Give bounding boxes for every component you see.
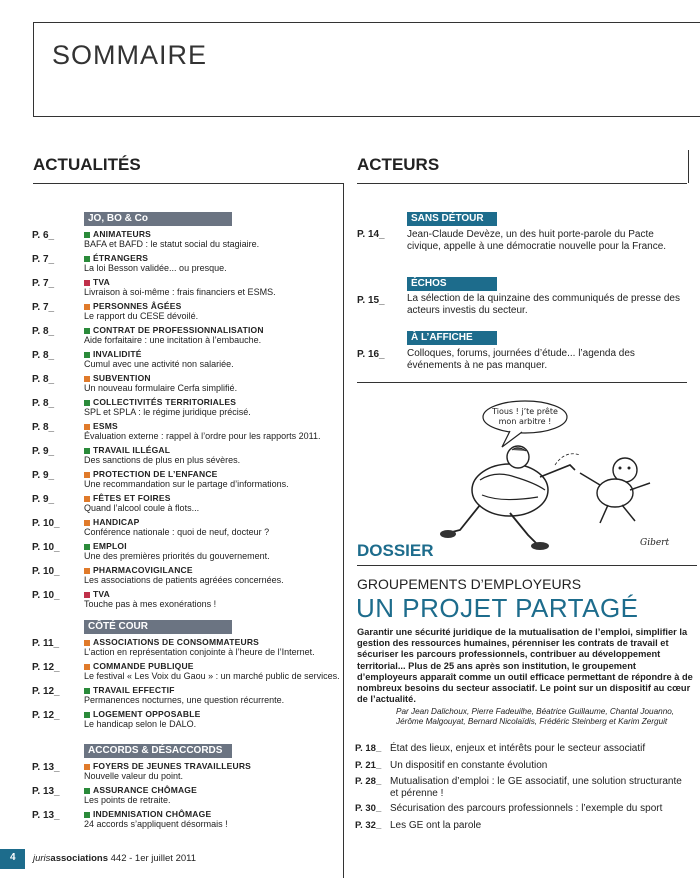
cartoon-illustration xyxy=(440,395,670,555)
item-desc: 24 accords s’appliquent désormais ! xyxy=(84,819,228,829)
actualites-item xyxy=(32,469,342,493)
item-desc: Les points de retraite. xyxy=(84,795,171,805)
category-square-icon xyxy=(84,764,90,770)
item-page: P. 7_ xyxy=(32,254,55,265)
item-desc: SPL et SPLA : le régime juridique précisé. xyxy=(84,407,251,417)
item-page: P. 10_ xyxy=(32,590,60,601)
dossier-item-desc: Mutualisation d’emploi : le GE associatif, une solution structurante et pérenne ! xyxy=(390,776,682,799)
svg-text:Tious ! j’te prête: Tious ! j’te prête xyxy=(492,407,558,416)
item-desc: Le handicap selon le DALO. xyxy=(84,719,197,729)
item-page: P. 8_ xyxy=(32,350,55,361)
category-square-icon xyxy=(84,812,90,818)
item-page: P. 13_ xyxy=(32,786,60,797)
category-square-icon xyxy=(84,688,90,694)
actualites-item xyxy=(32,709,342,733)
category-square-icon xyxy=(84,304,90,310)
acteurs-page-15: P. 15_ xyxy=(357,295,385,306)
category-square-icon xyxy=(84,256,90,262)
item-title: ÉTRANGERS xyxy=(93,253,149,263)
actualites-item xyxy=(32,661,342,685)
category-square-icon xyxy=(84,400,90,406)
item-desc: La loi Besson validée... ou presque. xyxy=(84,263,227,273)
item-title: TVA xyxy=(93,589,110,599)
item-desc: Livraison à soi-même : frais financiers et ESMS. xyxy=(84,287,276,297)
category-square-icon xyxy=(84,352,90,358)
category-square-icon xyxy=(84,376,90,382)
group-tag: JO, BO & Co xyxy=(84,212,232,226)
footer-publication xyxy=(33,853,196,864)
acteurs-desc-15: La sélection de la quinzaine des communiqués de presse des acteurs investis du secteur. xyxy=(407,293,680,316)
actualites-item xyxy=(32,397,342,421)
acteurs-page-14: P. 14_ xyxy=(357,229,385,240)
cartoon-signature: Gibert xyxy=(640,538,670,548)
dossier-item xyxy=(355,820,695,834)
dossier-heading: DOSSIER xyxy=(357,541,434,560)
acteurs-desc-14: Jean-Claude Devèze, un des huit porte-parole du Pacte civique, appelle à une démocratie nouvelle pour la France. xyxy=(407,229,667,252)
item-desc: Une recommandation sur le partage d’informations. xyxy=(84,479,289,489)
category-square-icon xyxy=(84,568,90,574)
category-square-icon xyxy=(84,496,90,502)
dossier-item xyxy=(355,803,695,817)
item-title: ESMS xyxy=(93,421,118,431)
item-title: ASSOCIATIONS DE CONSOMMATEURS xyxy=(93,637,260,647)
item-title: COLLECTIVITÉS TERRITORIALES xyxy=(93,397,237,407)
item-page: P. 11_ xyxy=(32,638,60,649)
dossier-rule xyxy=(357,565,697,566)
actualites-item xyxy=(32,493,342,517)
dossier-item-page: P. 21_ xyxy=(355,760,382,771)
item-title: TVA xyxy=(93,277,110,287)
item-title: TRAVAIL ILLÉGAL xyxy=(93,445,171,455)
actualites-item xyxy=(32,277,342,301)
item-desc: Conférence nationale : quoi de neuf, docteur ? xyxy=(84,527,270,537)
item-title: ANIMATEURS xyxy=(93,229,152,239)
category-square-icon xyxy=(84,232,90,238)
category-square-icon xyxy=(84,448,90,454)
dossier-item-page: P. 18_ xyxy=(355,743,382,754)
dossier-item xyxy=(355,760,695,774)
actualites-item xyxy=(32,445,342,469)
category-square-icon xyxy=(84,472,90,478)
dossier-item xyxy=(355,776,695,802)
actualites-rule xyxy=(33,183,343,184)
item-title: FOYERS DE JEUNES TRAVAILLEURS xyxy=(93,761,252,771)
dossier-item-desc: Sécurisation des parcours professionnels : l’exemple du sport xyxy=(390,803,663,814)
item-page: P. 7_ xyxy=(32,302,55,313)
item-title: CONTRAT DE PROFESSIONNALISATION xyxy=(93,325,264,335)
item-page: P. 8_ xyxy=(32,422,55,433)
tag-sans-detour: SANS DÉTOUR xyxy=(407,212,497,226)
item-desc: BAFA et BAFD : le statut social du stagiaire. xyxy=(84,239,260,249)
actualites-item xyxy=(32,373,342,397)
actualites-item xyxy=(32,229,342,253)
dossier-item-page: P. 28_ xyxy=(355,776,382,787)
category-square-icon xyxy=(84,520,90,526)
actualites-item xyxy=(32,253,342,277)
actualites-item xyxy=(32,809,342,833)
item-title: HANDICAP xyxy=(93,517,140,527)
item-title: INVALIDITÉ xyxy=(93,349,142,359)
actualites-item xyxy=(32,761,342,785)
item-title: PHARMACOVIGILANCE xyxy=(93,565,193,575)
item-desc: Cumul avec une activité non salariée. xyxy=(84,359,234,369)
item-desc: Nouvelle valeur du point. xyxy=(84,771,184,781)
acteurs-heading: ACTEURS xyxy=(357,155,440,174)
item-desc: Le festival « Les Voix du Gaou » : un marché public de services. xyxy=(84,671,340,681)
item-title: TRAVAIL EFFECTIF xyxy=(93,685,175,695)
dossier-title: UN PROJET PARTAGÉ xyxy=(356,593,639,623)
dossier-authors-2: Jérôme Malgouyat, Bernard Nicolaïdis, Frédéric Steinberg et Karim Zerguit xyxy=(396,717,668,726)
item-title: ASSURANCE CHÔMAGE xyxy=(93,785,197,795)
item-desc: Aide forfaitaire : une incitation à l’embauche. xyxy=(84,335,262,345)
category-square-icon xyxy=(84,640,90,646)
acteurs-bottom-rule xyxy=(357,382,687,383)
tag-a-l-affiche: À L’AFFICHE xyxy=(407,331,497,345)
item-title: PERSONNES ÂGÉES xyxy=(93,301,182,311)
actualites-item xyxy=(32,301,342,325)
dossier-kicker: GROUPEMENTS D’EMPLOYEURS xyxy=(357,576,582,592)
page-title: SOMMAIRE xyxy=(52,40,208,70)
dossier-item xyxy=(355,743,695,757)
category-square-icon xyxy=(84,592,90,598)
category-square-icon xyxy=(84,788,90,794)
actualites-item xyxy=(32,541,342,565)
actualites-item xyxy=(32,421,342,445)
item-page: P. 9_ xyxy=(32,494,55,505)
item-desc: Une des premières priorités du gouvernement. xyxy=(84,551,270,561)
actualites-item xyxy=(32,785,342,809)
category-square-icon xyxy=(84,664,90,670)
item-page: P. 12_ xyxy=(32,710,60,721)
item-desc: Les associations de patients agréées concernées. xyxy=(84,575,284,585)
item-page: P. 9_ xyxy=(32,446,55,457)
item-desc: Un nouveau formulaire Cerfa simplifié. xyxy=(84,383,238,393)
acteurs-rule xyxy=(357,183,687,184)
actualites-item xyxy=(32,565,342,589)
item-page: P. 8_ xyxy=(32,326,55,337)
dossier-item-desc: Un dispositif en constante évolution xyxy=(390,760,548,771)
item-title: COMMANDE PUBLIQUE xyxy=(93,661,194,671)
acteurs-page-16: P. 16_ xyxy=(357,349,385,360)
item-title: SUBVENTION xyxy=(93,373,151,383)
item-desc: Touche pas à mes exonérations ! xyxy=(84,599,217,609)
dossier-item-page: P. 32_ xyxy=(355,820,382,831)
item-desc: Permanences nocturnes, une question récurrente. xyxy=(84,695,285,705)
item-title: PROTECTION DE L’ENFANCE xyxy=(93,469,218,479)
footer-issue: 442 - 1er juillet 2011 xyxy=(110,853,197,864)
item-title: FÊTES ET FOIRES xyxy=(93,493,171,503)
actualites-heading: ACTUALITÉS xyxy=(33,155,141,174)
item-title: EMPLOI xyxy=(93,541,127,551)
dossier-item-desc: Les GE ont la parole xyxy=(390,820,482,831)
svg-text:mon arbitre !: mon arbitre ! xyxy=(498,417,552,426)
item-page: P. 6_ xyxy=(32,230,55,241)
category-square-icon xyxy=(84,424,90,430)
item-page: P. 13_ xyxy=(32,762,60,773)
item-desc: Évaluation externe : rappel à l’ordre pour les rapports 2011. xyxy=(84,431,321,441)
category-square-icon xyxy=(84,544,90,550)
item-title: INDEMNISATION CHÔMAGE xyxy=(93,809,212,819)
item-page: P. 8_ xyxy=(32,374,55,385)
dossier-lead: Garantir une sécurité juridique de la mutualisation de l’emploi, simplifier la gestion des ressources humaines, pérenniser les contrats de travail et sécuriser les parcours professionnels, contribuer au développement territorial... Plus de 25 ans après son institution, le groupement d’employeurs apparaît comme un outil efficace permettant de répondre à de nombreux besoins du secteur associatif. Le point sur un dispositif au cœur de l’actualité. xyxy=(357,627,693,705)
item-desc: Le rapport du CESE dévoilé. xyxy=(84,311,199,321)
column-divider xyxy=(343,183,344,878)
footer-page-number: 4 xyxy=(10,852,16,863)
category-square-icon xyxy=(84,280,90,286)
acteurs-rule-end xyxy=(688,150,689,183)
item-desc: Des sanctions de plus en plus sévères. xyxy=(84,455,241,465)
actualites-item xyxy=(32,349,342,373)
item-page: P. 7_ xyxy=(32,278,55,289)
item-page: P. 9_ xyxy=(32,470,55,481)
item-page: P. 10_ xyxy=(32,542,60,553)
actualites-item xyxy=(32,517,342,541)
dossier-authors-1: Par Jean Dalichoux, Pierre Fadeuilhe, Béatrice Guillaume, Chantal Jouanno, xyxy=(396,707,675,716)
item-title: LOGEMENT OPPOSABLE xyxy=(93,709,201,719)
actualites-item xyxy=(32,685,342,709)
item-page: P. 10_ xyxy=(32,518,60,529)
acteurs-desc-16: Colloques, forums, journées d’étude... l’agenda des événements à ne pas manquer. xyxy=(407,348,635,371)
item-page: P. 12_ xyxy=(32,662,60,673)
actualites-item xyxy=(32,325,342,349)
tag-echos: ÉCHOS xyxy=(407,277,497,291)
actualites-item xyxy=(32,637,342,661)
item-desc: Quand l’alcool coule à flots... xyxy=(84,503,200,513)
dossier-item-page: P. 30_ xyxy=(355,803,382,814)
item-page: P. 8_ xyxy=(32,398,55,409)
footer-brand-prefix: juris xyxy=(33,853,51,864)
item-desc: L’action en représentation conjointe à l’heure de l’Internet. xyxy=(84,647,315,657)
item-page: P. 13_ xyxy=(32,810,60,821)
group-tag: CÔTÉ COUR xyxy=(84,620,232,634)
footer-brand-main: associations xyxy=(50,853,108,864)
item-page: P. 12_ xyxy=(32,686,60,697)
actualites-item xyxy=(32,589,342,613)
category-square-icon xyxy=(84,712,90,718)
dossier-item-desc: État des lieux, enjeux et intérêts pour le secteur associatif xyxy=(390,743,646,754)
group-tag: ACCORDS & DÉSACCORDS xyxy=(84,744,232,758)
category-square-icon xyxy=(84,328,90,334)
item-page: P. 10_ xyxy=(32,566,60,577)
